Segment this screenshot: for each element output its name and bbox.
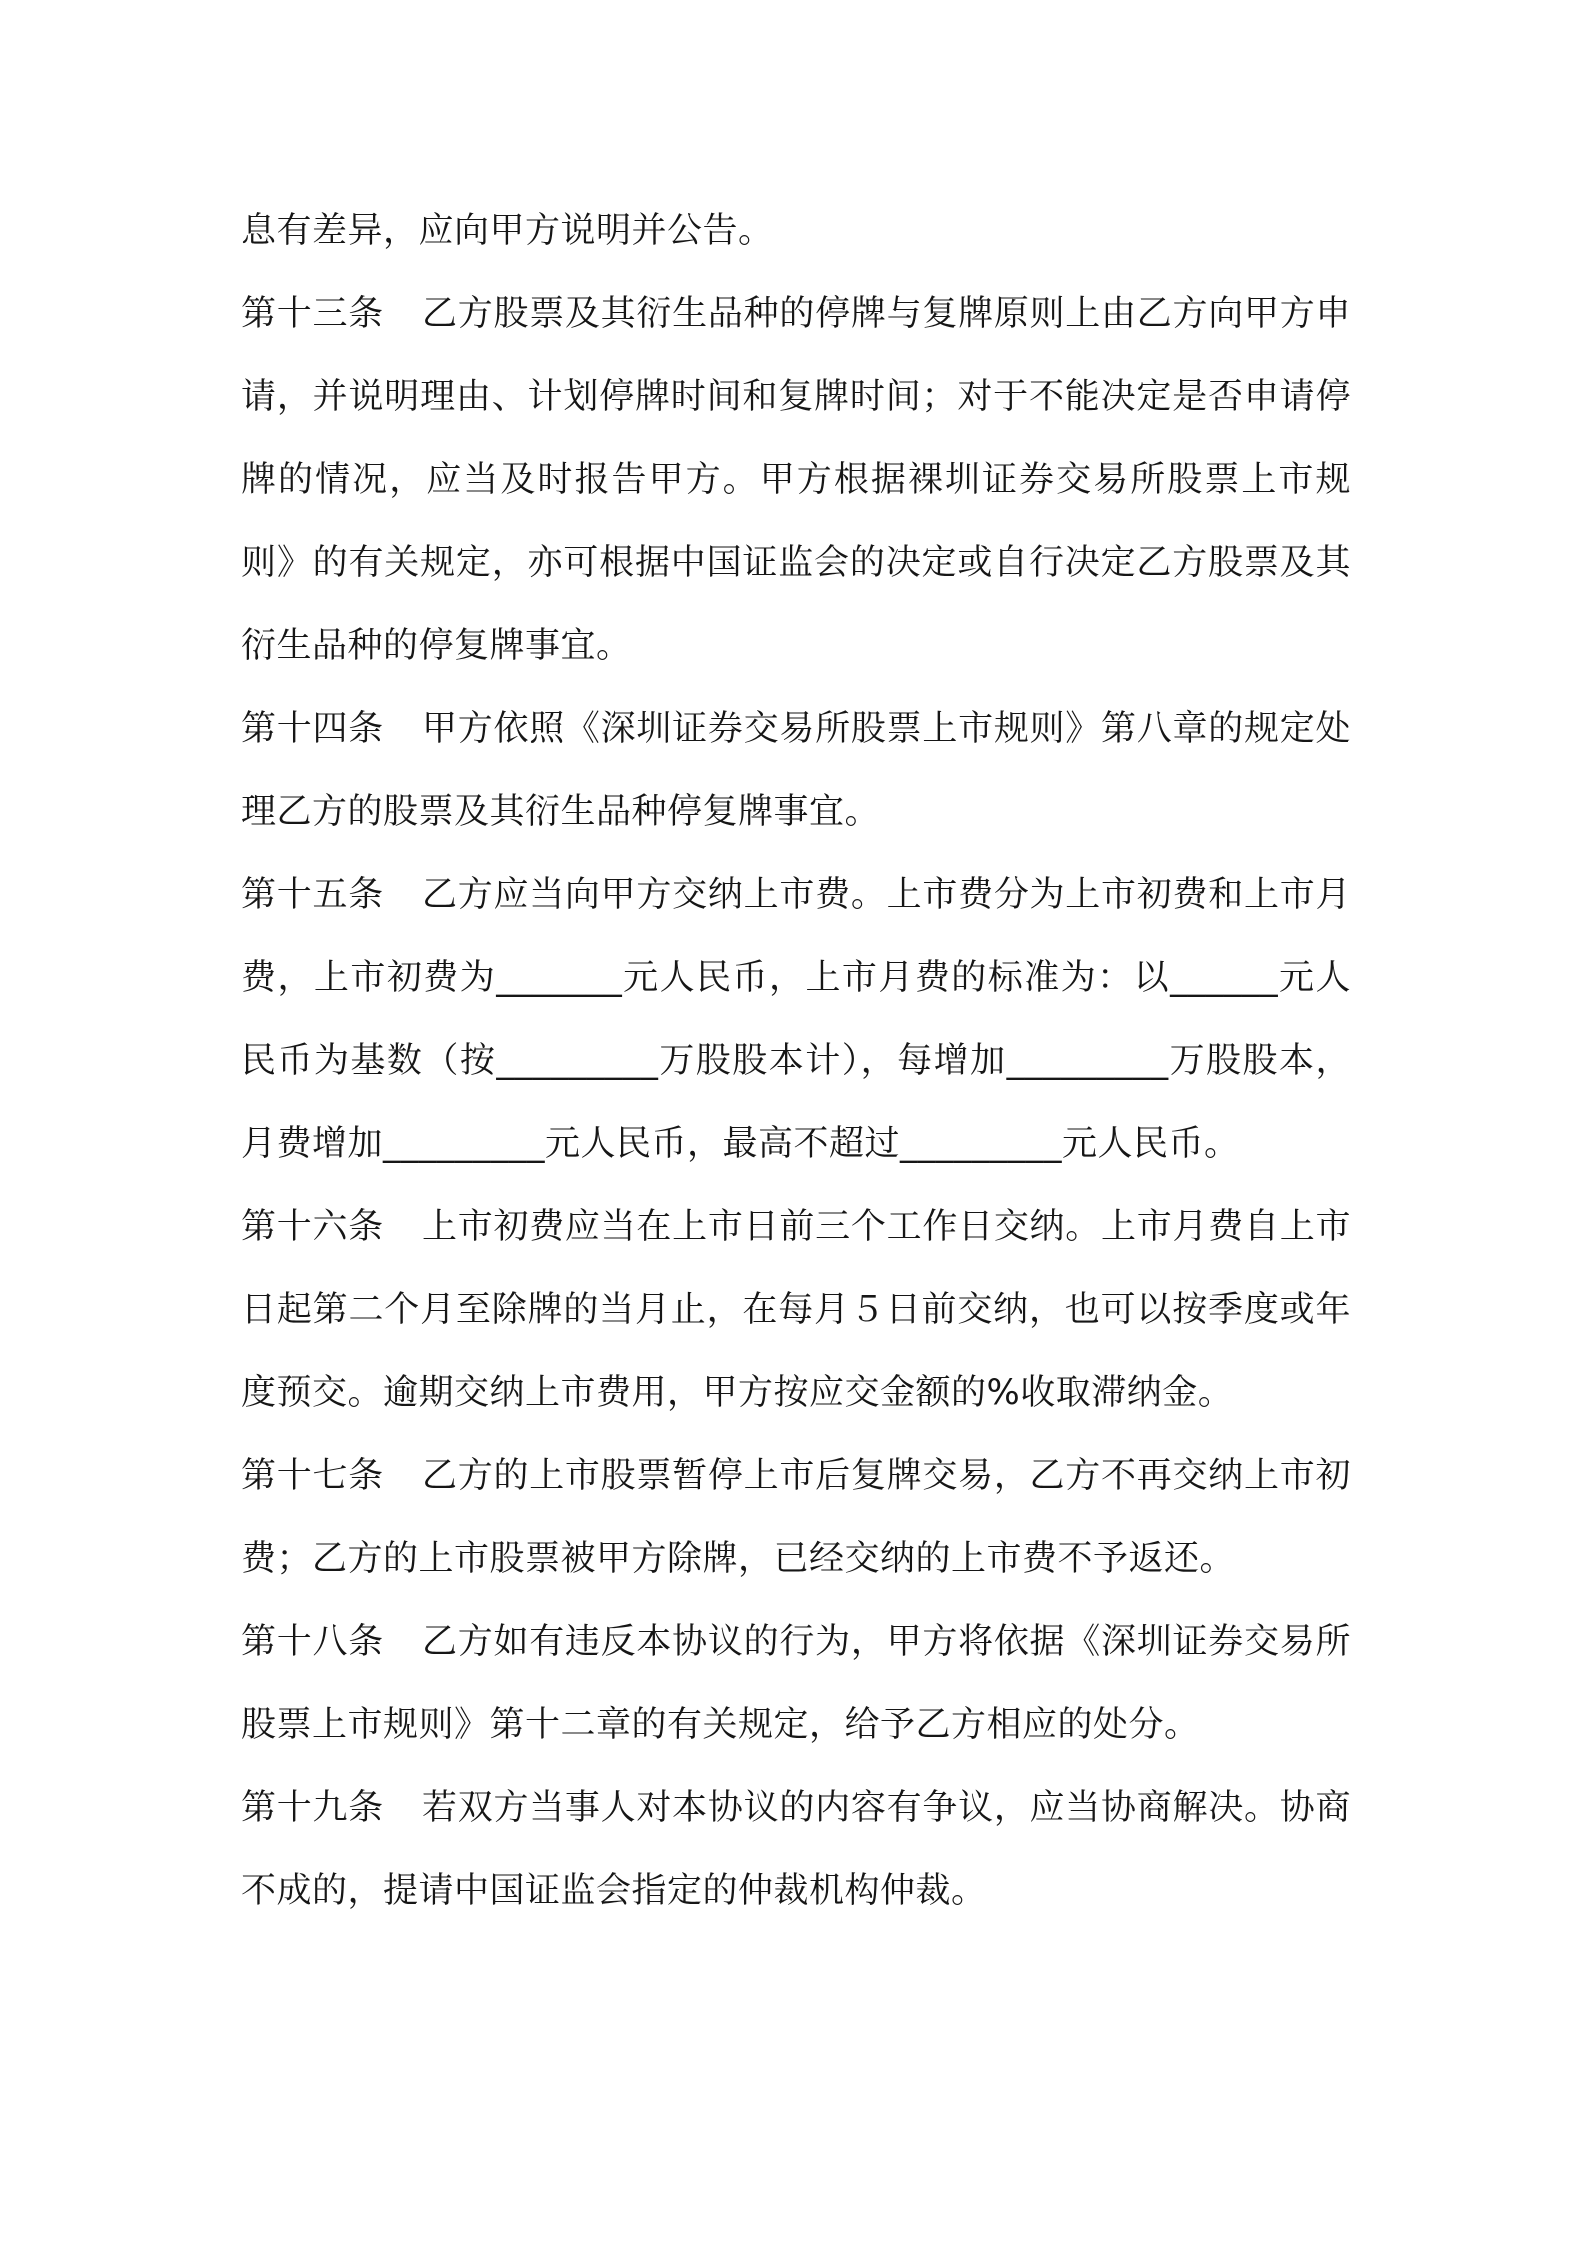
article-label: 第十三条 (241, 294, 384, 334)
article-text: 甲方依照《深圳证券交易所股票上市规则》第八章的规定处理乙方的股票及其衍生品种停复牌事宜。 (241, 709, 1351, 832)
article-label: 第十九条 (241, 1788, 384, 1828)
article-17 (241, 1435, 1351, 1601)
article-label: 第十六条 (241, 1207, 384, 1247)
article-label: 第十五条 (241, 875, 384, 915)
article-18 (241, 1601, 1351, 1767)
article-15 (241, 854, 1351, 1186)
article-text: 若双方当事人对本协议的内容有争议，应当协商解决。协商不成的，提请中国证监会指定的仲裁机构仲裁。 (241, 1788, 1351, 1911)
article-text: 乙方的上市股票暂停上市后复牌交易，乙方不再交纳上市初费；乙方的上市股票被甲方除牌，已经交纳的上市费不予返还。 (241, 1456, 1351, 1579)
article-text: 乙方应当向甲方交纳上市费。上市费分为上市初费和上市月费，上市初费为_______元人民币，上市月费的标准为：以______元人民币为基数（按_________万股股本计），每增加_________万股股本，月费增加_________元人民币，最高不超过_________元人民币。 (241, 875, 1351, 1164)
article-14 (241, 688, 1351, 854)
document-body (241, 190, 1351, 1933)
article-text: 乙方如有违反本协议的行为，甲方将依据《深圳证券交易所股票上市规则》第十二章的有关规定，给予乙方相应的处分。 (241, 1622, 1351, 1745)
paragraph-text: 息有差异，应向甲方说明并公告。 (241, 211, 774, 251)
paragraph-continuation (241, 190, 1351, 273)
article-text: 乙方股票及其衍生品种的停牌与复牌原则上由乙方向甲方申请，并说明理由、计划停牌时间和复牌时间；对于不能决定是否申请停牌的情况，应当及时报告甲方。甲方根据裸圳证券交易所股票上市规则》的有关规定，亦可根据中国证监会的决定或自行决定乙方股票及其衍生品种的停复牌事宜。 (241, 294, 1351, 666)
article-label: 第十八条 (241, 1622, 384, 1662)
article-19 (241, 1767, 1351, 1933)
article-label: 第十七条 (241, 1456, 384, 1496)
article-label: 第十四条 (241, 709, 384, 749)
article-16 (241, 1186, 1351, 1435)
article-13 (241, 273, 1351, 688)
article-text: 上市初费应当在上市日前三个工作日交纳。上市月费自上市日起第二个月至除牌的当月止，在每月５日前交纳，也可以按季度或年度预交。逾期交纳上市费用，甲方按应交金额的%收取滞纳金。 (241, 1207, 1351, 1413)
